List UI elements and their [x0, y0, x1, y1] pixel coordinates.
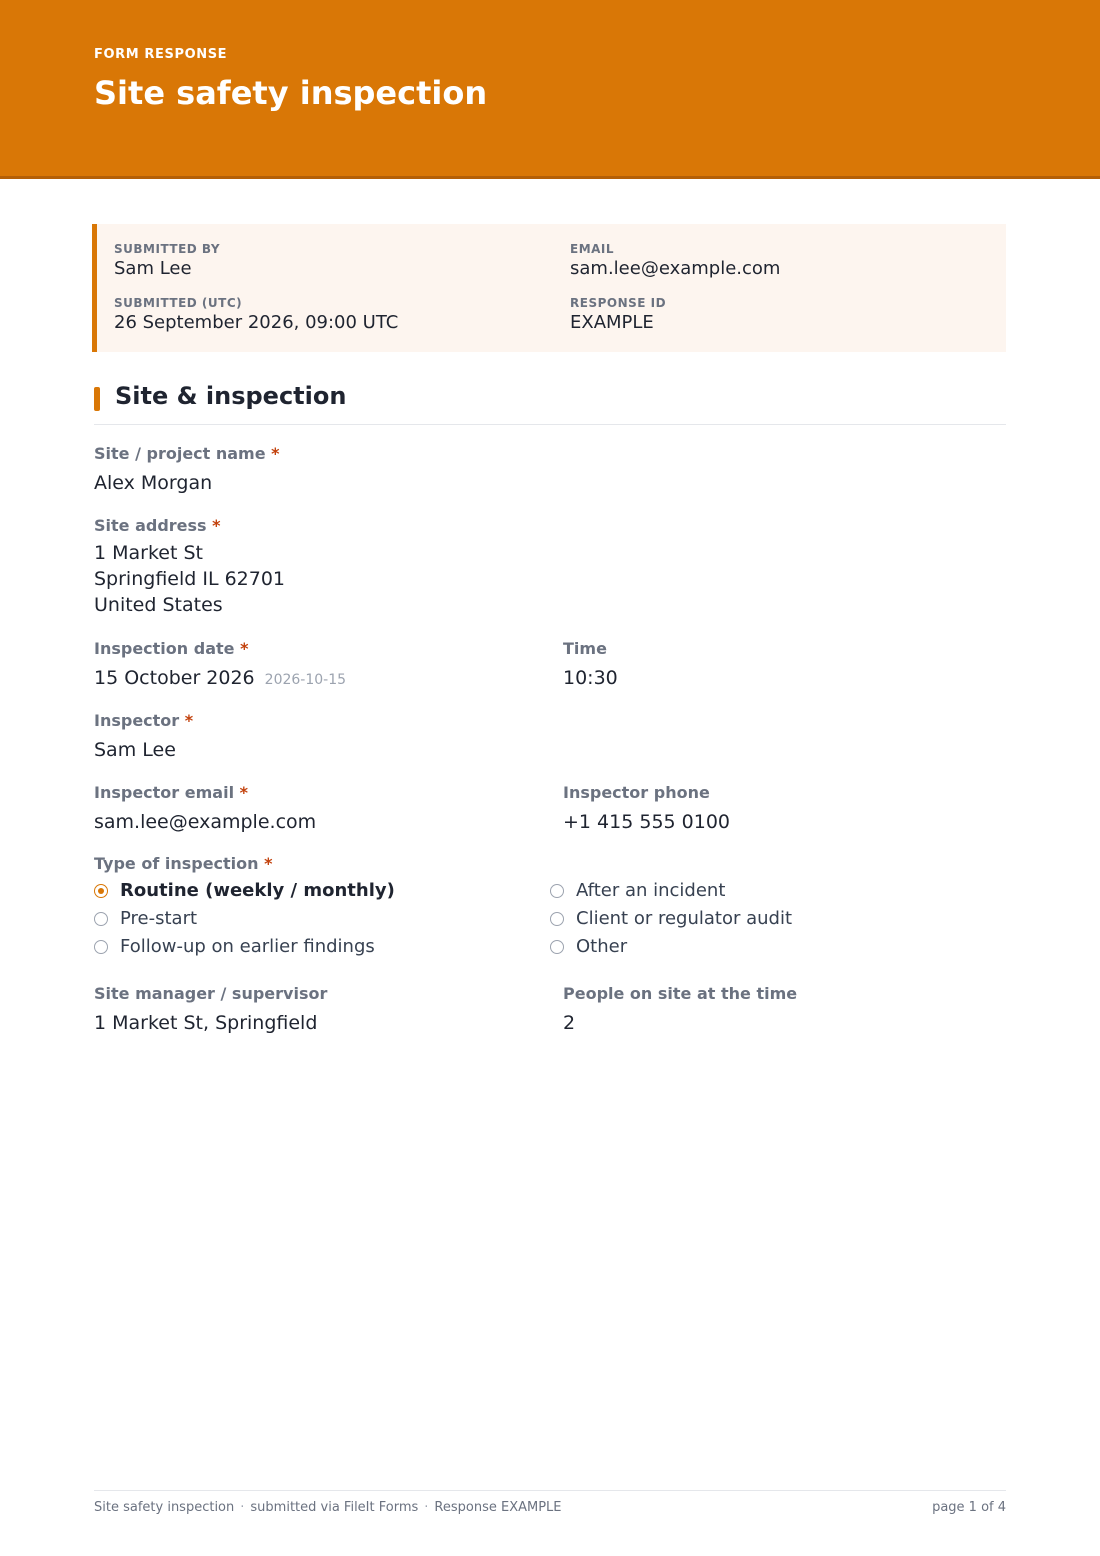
required-marker: * — [184, 711, 194, 730]
radio-option-label: Other — [576, 936, 628, 957]
field-inspection-type — [94, 854, 273, 874]
required-marker: * — [212, 516, 221, 535]
submitted-by — [114, 242, 220, 280]
field-inspector — [94, 711, 193, 763]
submitted-by-label: SUBMITTED BY — [114, 242, 221, 256]
address-line: United States — [94, 594, 223, 616]
people-on-site-value: 2 — [563, 1012, 576, 1034]
site-manager-value: 1 Market St, Springfield — [94, 1012, 318, 1034]
form-response-eyebrow: FORM RESPONSE — [94, 47, 228, 62]
radio-option-label: Follow-up on earlier findings — [120, 936, 375, 957]
radio-unselected-icon — [550, 940, 564, 954]
field-inspection-date — [94, 639, 346, 693]
required-marker: * — [239, 783, 248, 802]
radio-unselected-icon — [550, 912, 564, 926]
field-label — [94, 711, 193, 731]
email-value: sam.lee@example.com — [570, 258, 781, 279]
email-label: EMAIL — [570, 242, 615, 256]
radio-unselected-icon — [550, 884, 564, 898]
submitted-by-value: Sam Lee — [114, 258, 192, 279]
page-title: Site safety inspection — [94, 74, 488, 112]
radio-option-label: Pre-start — [120, 908, 198, 929]
time-label: Time — [563, 639, 607, 658]
field-people-on-site — [563, 984, 797, 1036]
footer-form-name: Site safety inspection — [94, 1500, 235, 1515]
site-name-label: Site / project name — [94, 444, 266, 463]
inspector-value: Sam Lee — [94, 739, 176, 761]
footer-separator: · — [240, 1500, 245, 1515]
site-name-value: Alex Morgan — [94, 472, 213, 494]
field-label — [94, 854, 273, 874]
site-manager-label: Site manager / supervisor — [94, 984, 328, 1003]
inspector-label: Inspector — [94, 711, 180, 730]
field-label — [94, 639, 346, 659]
field-site-address — [94, 516, 285, 618]
required-marker: * — [271, 444, 280, 463]
field-inspector-phone — [563, 783, 730, 835]
footer-separator: · — [424, 1500, 429, 1515]
section-title: Site & inspection — [115, 382, 347, 410]
field-site-manager — [94, 984, 327, 1036]
inspector-phone-value: +1 415 555 0100 — [563, 811, 731, 833]
submitted-utc-value: 26 September 2026, 09:00 UTC — [114, 312, 399, 333]
field-site-name — [94, 444, 280, 496]
section-accent-bar — [94, 387, 100, 411]
inspection-date-text: 15 October 2026 — [94, 667, 255, 689]
required-marker: * — [264, 854, 273, 873]
inspector-email-value: sam.lee@example.com — [94, 811, 317, 833]
page-header — [0, 0, 1100, 179]
field-label — [94, 516, 285, 536]
address-line: Springfield IL 62701 — [94, 568, 286, 590]
footer-submitted-via: submitted via FileIt Forms — [250, 1500, 419, 1515]
radio-unselected-icon — [94, 940, 108, 954]
section-site-inspection — [94, 380, 1006, 425]
inspection-date-label: Inspection date — [94, 639, 235, 658]
submitted-utc — [114, 296, 398, 334]
inspection-date-iso: 2026-10-15 — [264, 672, 347, 688]
page-footer — [94, 1490, 1006, 1519]
required-marker: * — [240, 639, 249, 658]
radio-option-label: Routine (weekly / monthly) — [120, 880, 395, 901]
field-inspector-email — [94, 783, 316, 835]
radio-unselected-icon — [94, 912, 108, 926]
radio-option-label: Client or regulator audit — [576, 908, 793, 929]
people-on-site-label: People on site at the time — [563, 984, 798, 1003]
radio-option-label: After an incident — [576, 880, 726, 901]
response-id — [570, 296, 666, 334]
response-id-label: RESPONSE ID — [570, 296, 667, 310]
footer-response: Response EXAMPLE — [434, 1500, 562, 1515]
inspector-phone-label: Inspector phone — [563, 783, 710, 802]
inspection-date-value — [94, 665, 346, 693]
address-line: 1 Market St — [94, 542, 203, 564]
field-time — [563, 639, 618, 691]
footer-info — [94, 1500, 562, 1515]
field-label — [94, 444, 280, 464]
site-address-value — [94, 540, 285, 618]
field-label — [94, 783, 316, 803]
submitted-utc-label: SUBMITTED (UTC) — [114, 296, 243, 310]
inspection-type-label: Type of inspection — [94, 854, 259, 873]
submitter-email — [570, 242, 780, 280]
inspector-email-label: Inspector email — [94, 783, 235, 802]
submission-meta-panel — [92, 224, 1006, 352]
response-id-value: EXAMPLE — [570, 312, 654, 333]
footer-page-number: page 1 of 4 — [932, 1500, 1006, 1515]
site-address-label: Site address — [94, 516, 207, 535]
radio-selected-icon — [94, 884, 108, 898]
time-value: 10:30 — [563, 667, 618, 689]
